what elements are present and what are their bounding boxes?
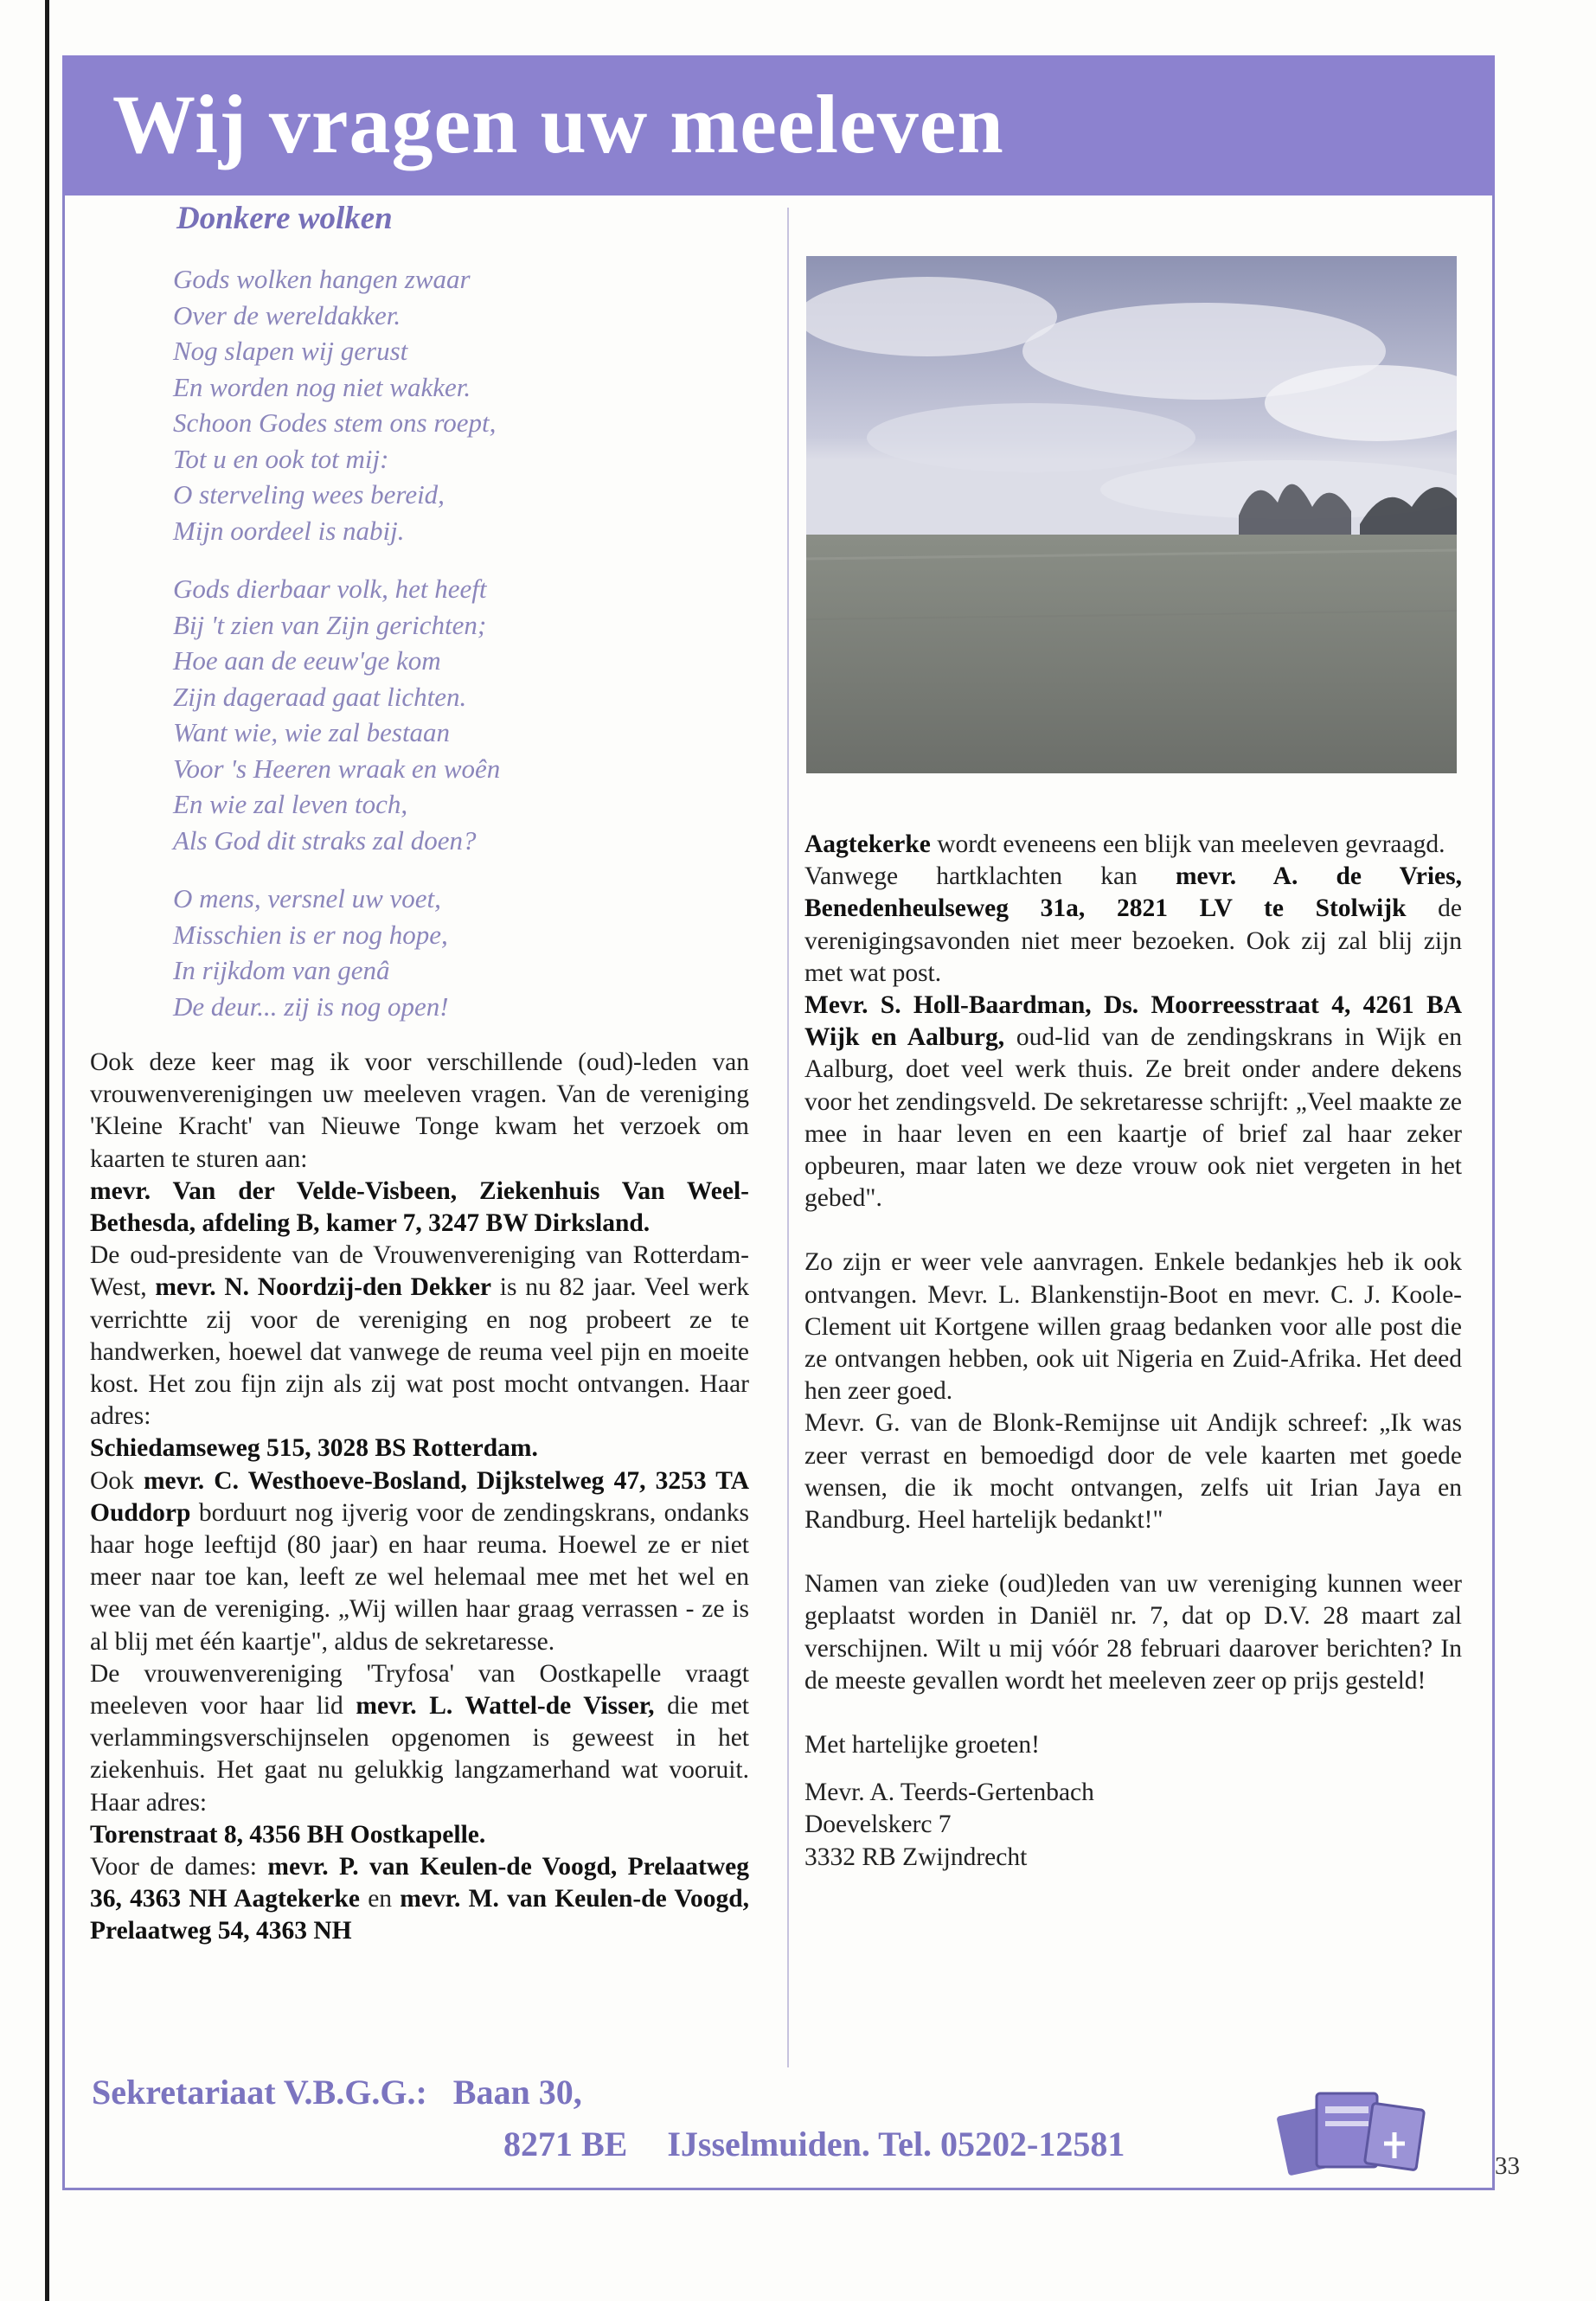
poem-line: Bij 't zien van Zijn gerichten; [173,609,487,640]
poem-line: O mens, versnel uw voet, [173,883,441,913]
signature-name: Mevr. A. Teerds-Gertenbach [804,1779,1094,1807]
article-paragraph [90,1465,749,1658]
paragraph-text: wordt eveneens een blijk van meeleven gevraagd. [937,830,1445,858]
poem-line: Hoe aan de eeuw'ge kom [173,645,441,676]
person-name: mevr. L. Wattel-de Visser, [356,1692,655,1721]
article-paragraph [804,861,1462,990]
article-paragraph [90,1047,749,1176]
footer [62,2054,1495,2190]
right-column [804,256,1462,1874]
footer-line-1 [92,2071,582,2114]
left-column [90,199,749,1948]
page-title: Wij vragen uw meeleven [112,78,1004,170]
poem-line: Tot u en ook tot mij: [173,443,389,474]
poem-line: En wie zal leven toch, [173,789,408,819]
paragraph-text: borduurt nog ijverig voor de zendingskrans, ondanks haar hoge leeftijd (80 jaar) en haar reuma. Hoewel ze er niet meer naar toe kan, leeft ze wel helemaal mee met het wel en wee van de vereniging. „Wij willen haar graag verrassen - ze is al blij met één kaartje", aldus de sekretaresse. [90,1498,749,1656]
article-paragraph [804,990,1462,1215]
poem-line: Als God dit straks zal doen? [173,824,477,856]
secretariat-label: Sekretariaat V.B.G.G.: [92,2073,427,2112]
poem-line: Schoon Godes stem ons roept, [173,407,497,438]
article-paragraph: Zo zijn er weer vele aanvragen. Enkele bedankjes heb ik ook ontvangen. Mevr. L. Blankenstijn-Boot en mevr. C. J. Koole-Clement uit Kortgene willen graag bedanken voor alle post die ze ontvangen hebben, ook uit Nigeria en Zuid-Afrika. Het deed hen zeer goed. [804,1248,1462,1406]
poem-line: Gods dierbaar volk, het heeft [173,574,487,604]
poem-line: Over de wereldakker. [173,299,401,330]
poem-title: Donkere wolken [176,201,393,236]
poem-line: De deur... zij is nog open! [173,990,449,1022]
secretariat-street: Baan 30, [452,2073,582,2112]
address-text: mevr. Van der Velde-Visbeen, Ziekenhuis Van Weel-Bethesda, afdeling B, kamer 7, 3247 BW Dirksland. [90,1176,749,1238]
poem-line: Nog slapen wij gerust [173,336,408,366]
paragraph-text: Ook deze keer mag ik voor verschillende (oud)-leden van vrouwenverenigingen uw meeleven vragen. Van de vereniging 'Kleine Kracht' van Nieuwe Tonge kwam het verzoek om kaarten te sturen aan: [90,1048,749,1173]
article-paragraph [804,829,1462,861]
paragraph-text: is nu 82 jaar. Veel werk verrichtte zij voor de vereniging en nog probeert ze te handwerken, hoewel dat vanwege de reuma veel pijn en moeite kost. Het zou fijn zijn als zij wat post mocht ontvangen. Haar adres: [90,1273,749,1431]
address-text: Torenstraat 8, 4356 BH Oostkapelle. [90,1820,486,1849]
person-name: mevr. N. Noordzij-den Dekker [155,1273,492,1302]
address-paragraph [90,1176,749,1240]
paragraph-text: oud-lid van de zendingskrans in Wijk en Aalburg, doet veel werk thuis. Ze breit onder andere dekens voor het zendingsveld. De sekretaresse schrijft: „Veel maakte ze mee in haar leven en een kaartje of brief zal haar zeker opbeuren, maar laten we deze vrouw ook niet vergeten in het gebed". [804,1023,1462,1213]
paragraph-text: de verenigingsavonden niet meer bezoeken. Ook zij zal blij zijn met wat post. [804,894,1462,987]
paragraph-text: Voor de dames: [90,1853,257,1881]
signature-street: Doevelskerc 7 [804,1811,952,1839]
poem-line: Mijn oordeel is nabij. [173,515,405,546]
footer-line-2 [503,2123,1125,2166]
poem-line: Zijn dageraad gaat lichten. [173,681,467,712]
poem-line: En worden nog niet wakker. [173,371,471,402]
article-paragraph: Namen van zieke (oud)leden van uw vereniging kunnen weer geplaatst worden in Daniël nr. 7, dat op D.V. 28 maart zal verschijnen. Wilt u mij vóór 28 februari daarover berichten? In de meeste gevallen wordt het meeleven zeer op prijs gesteld! [804,1570,1462,1695]
poem-line: In rijkdom van genâ [173,955,390,985]
place-name: Aagtekerke [804,830,931,858]
address-text: mevr. M. van Keulen-de Voogd, Prelaatweg 54, 4363 NH [90,1885,749,1945]
paragraph-gap [804,1536,1462,1568]
column-divider [787,208,789,2067]
poem-line: Want wie, wie zal bestaan [173,717,451,747]
address-paragraph [90,1433,749,1465]
poem-line: Gods wolken hangen zwaar [173,264,471,294]
paragraph-text: die met verlammingsverschijnselen opgenomen is geweest in het ziekenhuis. Het gaat nu gelukkig langzamerhand wat vooruit. Haar adres: [90,1692,750,1817]
poem-line: Misschien is er nog hope, [173,919,448,950]
landscape-photo [806,256,1457,773]
poem-stanza-3 [173,881,749,1024]
address-text: mevr. C. Westhoeve-Bosland, Dijkstelweg 47, 3253 TA Ouddorp [90,1466,750,1527]
poem-stanza-1 [173,261,749,548]
books-logo-icon [1265,2059,1438,2180]
address-text: Schiedamseweg 515, 3028 BS Rotterdam. [90,1434,538,1463]
article-paragraph [90,1851,749,1948]
secretariat-city-phone: IJsselmuiden. Tel. 05202-12581 [667,2125,1125,2163]
paragraph-text: en [368,1885,393,1913]
page-number: 33 [1495,2152,1520,2180]
paragraph-gap [804,1697,1462,1729]
address-text: mevr. A. de Vries, Benedenheulseweg 31a, 2821 LV te Stolwijk [804,862,1462,923]
secretariat-postcode: 8271 BE [503,2125,628,2163]
signature-city: 3332 RB Zwijndrecht [804,1843,1028,1871]
poem-stanza-2 [173,571,749,858]
address-text: Mevr. S. Holl-Baardman, Ds. Moorreesstraat 4, 4261 BA Wijk en Aalburg, [804,991,1462,1052]
poem-line: O sterveling wees bereid, [173,479,445,510]
paragraph-text: De oud-presidente van de Vrouwenvereniging van Rotterdam-West, [90,1241,749,1302]
article-paragraph [90,1240,749,1433]
paragraph-text: Vanwege hartklachten kan [804,862,1138,891]
article-paragraph [90,1658,749,1819]
poem-line: Voor 's Heeren wraak en woên [173,753,501,784]
title-banner [62,55,1495,195]
address-paragraph [90,1819,749,1851]
paragraph-text: Ook [90,1466,134,1495]
paragraph-gap [804,1215,1462,1247]
article-paragraph: Mevr. G. van de Blonk-Remijnse uit Andijk schreef: „Ik was zeer verrast en bemoedigd door de vele kaarten met goede wensen, die ik mocht ontvangen, zelfs uit Irian Jaya en Randburg. Heel hartelijk bedankt!" [804,1409,1462,1535]
greeting: Met hartelijke groeten! [804,1731,1040,1759]
paragraph-text: De vrouwenvereniging 'Tryfosa' van Oostkapelle vraagt meeleven voor haar lid [90,1659,749,1721]
scan-edge [45,0,49,2301]
address-text: mevr. P. van Keulen-de Voogd, Prelaatweg 36, 4363 NH Aagtekerke [90,1853,749,1913]
